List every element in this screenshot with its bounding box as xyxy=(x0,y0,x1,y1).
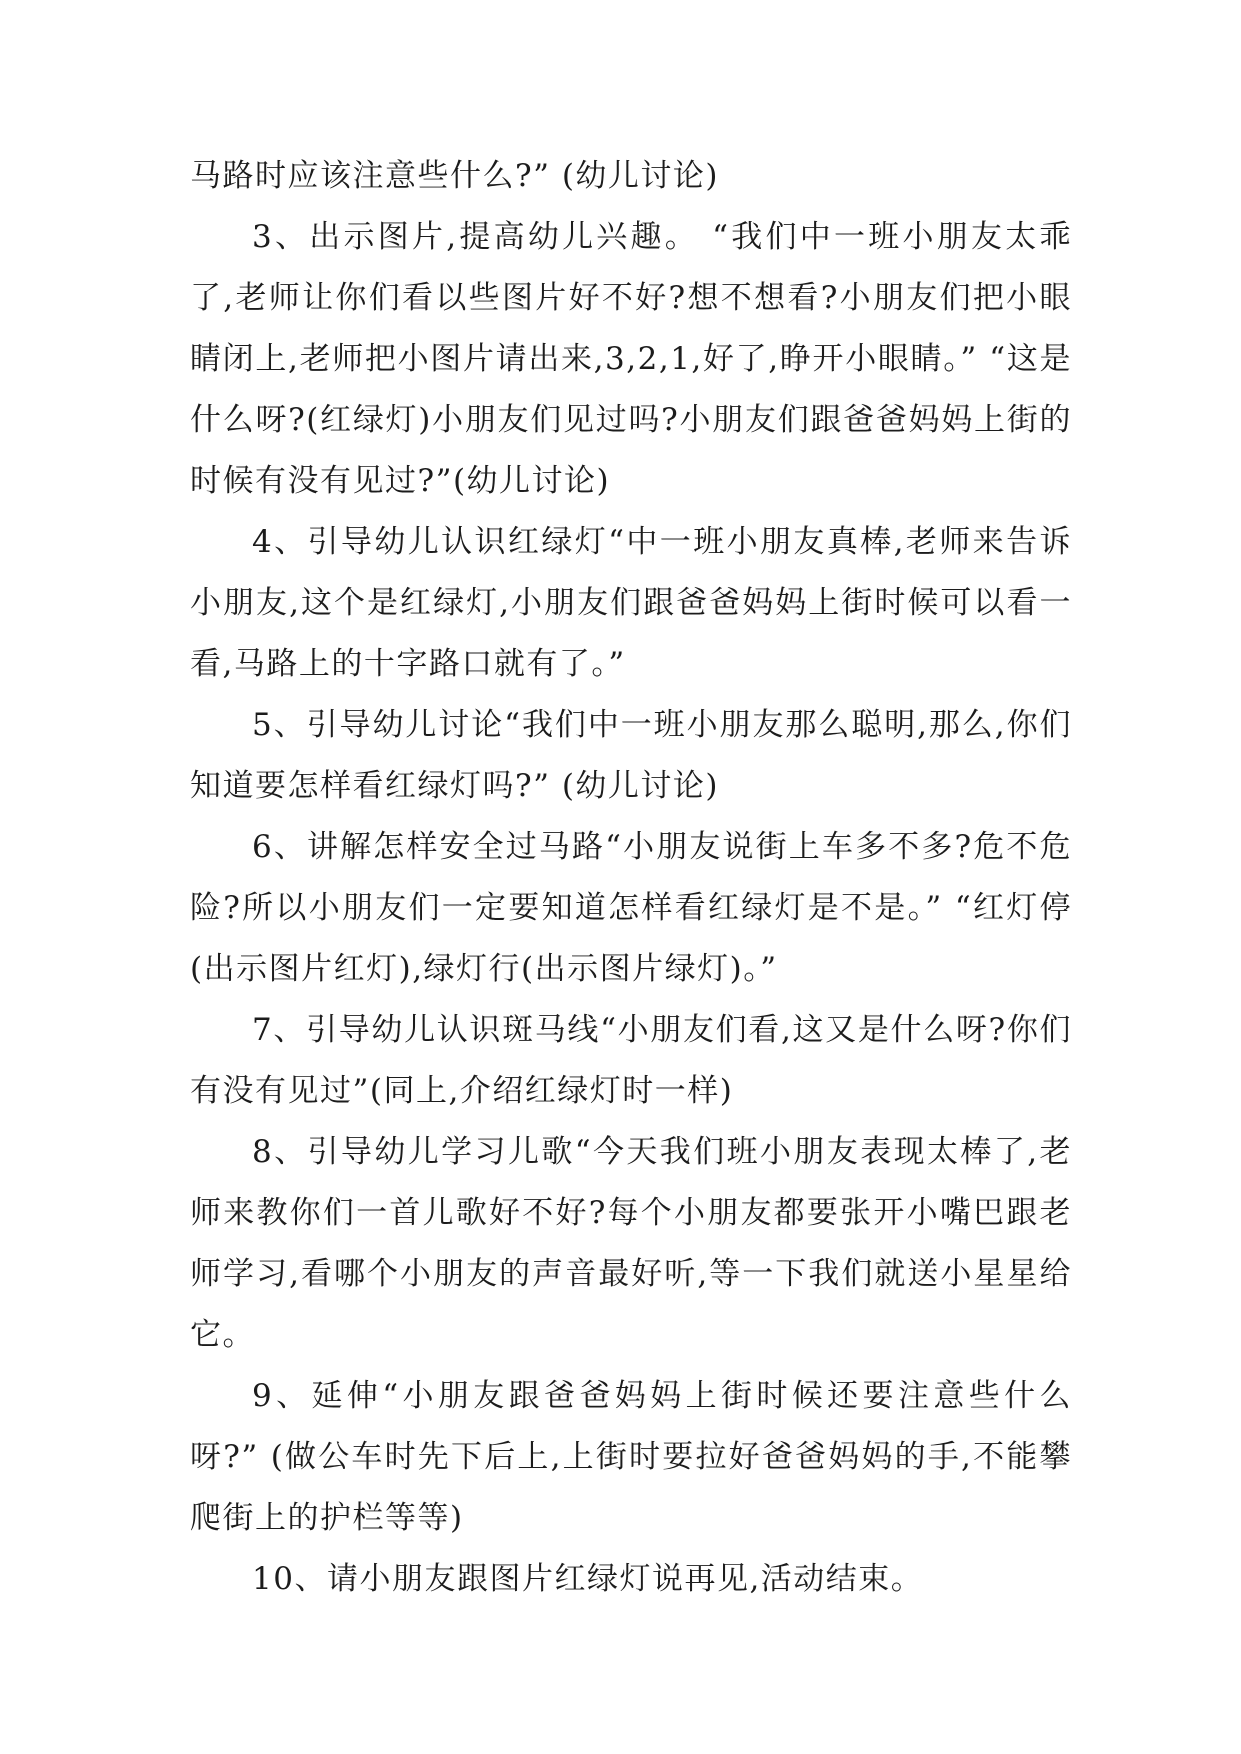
paragraph-step-6: 6、讲解怎样安全过马路“小朋友说街上车多不多?危不危险?所以小朋友们一定要知道怎样看红绿灯是不是。” “红灯停(出示图片红灯),绿灯行(出示图片绿灯)。” xyxy=(190,829,1072,987)
paragraph-step-10: 10、请小朋友跟图片红绿灯说再见,活动结束。 xyxy=(252,1561,924,1597)
paragraph-step-5: 5、引导幼儿讨论“我们中一班小朋友那么聪明,那么,你们知道要怎样看红绿灯吗?” (幼儿讨论) xyxy=(190,707,1072,804)
document-body xyxy=(190,146,1072,1610)
paragraph-continuation: 马路时应该注意些什么?” (幼儿讨论) xyxy=(190,158,720,194)
paragraph-step-8: 8、引导幼儿学习儿歌“今天我们班小朋友表现太棒了,老师来教你们一首儿歌好不好?每个小朋友都要张开小嘴巴跟老师学习,看哪个小朋友的声音最好听,等一下我们就送小星星给它。 xyxy=(190,1134,1072,1353)
paragraph-step-9: 9、延伸“小朋友跟爸爸妈妈上街时候还要注意些什么呀?” (做公车时先下后上,上街时要拉好爸爸妈妈的手,不能攀爬街上的护栏等等) xyxy=(190,1378,1072,1536)
paragraph-step-7: 7、引导幼儿认识斑马线“小朋友们看,这又是什么呀?你们有没有见过”(同上,介绍红绿灯时一样) xyxy=(190,1012,1072,1109)
paragraph-step-3: 3、出示图片,提高幼儿兴趣。 “我们中一班小朋友太乖了,老师让你们看以些图片好不好?想不想看?小朋友们把小眼睛闭上,老师把小图片请出来,3,2,1,好了,睁开小眼睛。” “这是什么呀?(红绿灯)小朋友们见过吗?小朋友们跟爸爸妈妈上街的时候有没有见过?”(幼儿讨论) xyxy=(190,219,1072,499)
paragraph-step-4: 4、引导幼儿认识红绿灯“中一班小朋友真棒,老师来告诉小朋友,这个是红绿灯,小朋友们跟爸爸妈妈上街时候可以看一看,马路上的十字路口就有了。” xyxy=(190,524,1072,682)
